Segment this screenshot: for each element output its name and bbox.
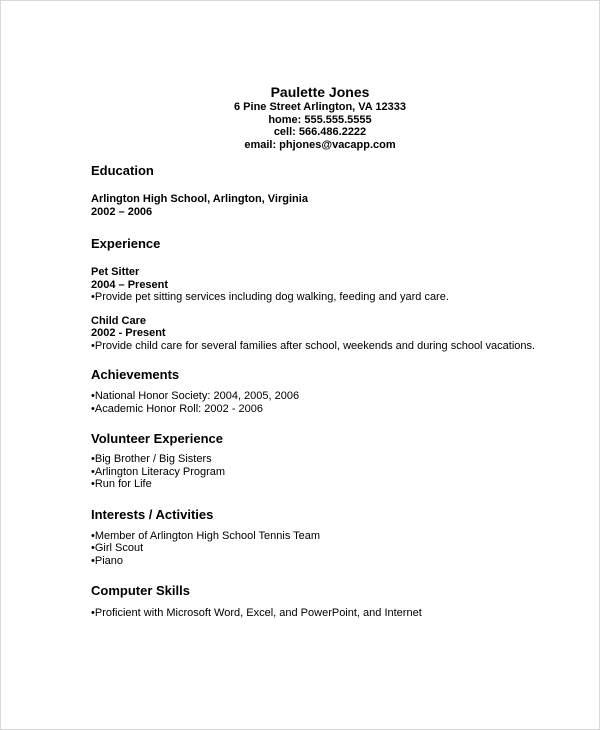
skills-heading: Computer Skills: [91, 583, 190, 598]
experience-section: [91, 236, 571, 352]
address-line: 6 Pine Street Arlington, VA 12333: [234, 101, 406, 113]
job-entry: [91, 315, 571, 353]
home-phone: home: 555.555.5555: [268, 113, 372, 126]
list-item: • Arlington Literacy Program: [91, 466, 571, 479]
job-detail: • Provide child care for several families after school, weekends and during school vacations.: [91, 340, 571, 353]
list-item: • Girl Scout: [91, 542, 571, 555]
job-detail: • Provide pet sitting services including dog walking, feeding and yard care.: [91, 291, 571, 304]
volunteer-section: [91, 431, 571, 491]
job-years: 2004 – Present: [91, 278, 169, 291]
volunteer-heading: Volunteer Experience: [91, 431, 223, 446]
cell-phone: cell: 566.486.2222: [273, 126, 367, 138]
job-role: Pet Sitter: [91, 266, 140, 278]
education-heading: Education: [91, 163, 154, 178]
email-address: email: phjones@vacapp.com: [244, 138, 396, 151]
list-item: • Member of Arlington High School Tennis Team: [91, 530, 571, 543]
resume-body: [91, 163, 571, 620]
list-item: • Academic Honor Roll: 2002 - 2006: [91, 403, 571, 416]
experience-heading: Experience: [91, 236, 161, 251]
list-item: • Big Brother / Big Sisters: [91, 453, 571, 466]
achievements-section: [91, 367, 571, 415]
list-item: • Proficient with Microsoft Word, Excel, and PowerPoint, and Internet: [91, 607, 571, 620]
contact-header: [41, 84, 599, 151]
job-role: Child Care: [91, 314, 147, 327]
skills-section: [91, 583, 571, 620]
education-school: Arlington High School, Arlington, Virginia: [91, 193, 308, 205]
applicant-name: Paulette Jones: [270, 84, 370, 100]
list-item: • National Honor Society: 2004, 2005, 2006: [91, 390, 571, 403]
job-years: 2002 - Present: [91, 327, 166, 339]
education-years: 2002 – 2006: [91, 205, 153, 218]
list-item: • Run for Life: [91, 478, 571, 491]
job-entry: [91, 266, 571, 304]
education-section: [91, 163, 571, 218]
interests-section: [91, 507, 571, 568]
achievements-heading: Achievements: [91, 367, 180, 382]
interests-heading: Interests / Activities: [91, 506, 214, 522]
list-item: • Piano: [91, 555, 571, 568]
